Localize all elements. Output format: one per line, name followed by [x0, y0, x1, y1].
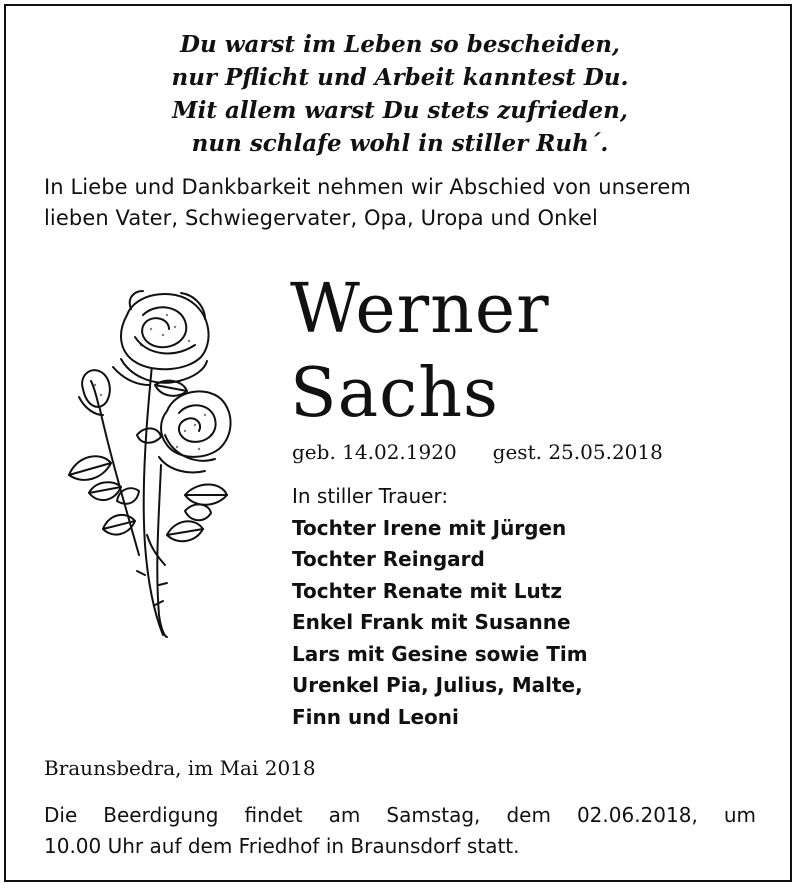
mourners-block — [292, 481, 588, 733]
poem-line: nun schlafe wohl in stiller Ruh´. — [191, 130, 609, 157]
mourner-name: Tochter Renate mit Lutz — [292, 578, 562, 603]
mourner-name: Lars mit Gesine sowie Tim — [292, 641, 588, 666]
mourner-name: Tochter Reingard — [292, 547, 485, 571]
mourner-name: Tochter Irene mit Jürgen — [292, 515, 567, 540]
life-dates — [292, 438, 663, 466]
funeral-line: 10.00 Uhr auf dem Friedhof in Braunsdorf statt. — [44, 834, 520, 858]
mourner-name: Finn und Leoni — [292, 704, 459, 729]
place-and-date: Braunsbedra, im Mai 2018 — [44, 756, 316, 780]
poem-line: Du warst im Leben so bescheiden, — [180, 31, 620, 58]
intro-line: In Liebe und Dankbarkeit nehmen wir Abschied von unserem — [44, 175, 691, 199]
rose-icon — [55, 285, 255, 685]
poem-line: Mit allem warst Du stets zufrieden, — [172, 97, 628, 124]
death-date: gest. 25.05.2018 — [492, 440, 663, 464]
mourner-name: Urenkel Pia, Julius, Malte, — [292, 673, 583, 697]
deceased-first-name: Werner — [290, 270, 550, 349]
intro-line: lieben Vater, Schwiegervater, Opa, Uropa und Onkel — [44, 206, 598, 230]
farewell-intro — [44, 172, 764, 234]
mourning-heading: In stiller Trauer: — [292, 484, 449, 508]
memorial-poem — [0, 28, 800, 160]
mourner-name: Enkel Frank mit Susanne — [292, 610, 571, 634]
birth-date: geb. 14.02.1920 — [292, 440, 457, 464]
funeral-notice — [44, 800, 756, 862]
deceased-last-name: Sachs — [290, 354, 499, 433]
funeral-line: Die Beerdigung findet am Samstag, dem 02.06.2018, um — [44, 803, 756, 827]
poem-line: nur Pflicht und Arbeit kanntest Du. — [171, 64, 629, 91]
